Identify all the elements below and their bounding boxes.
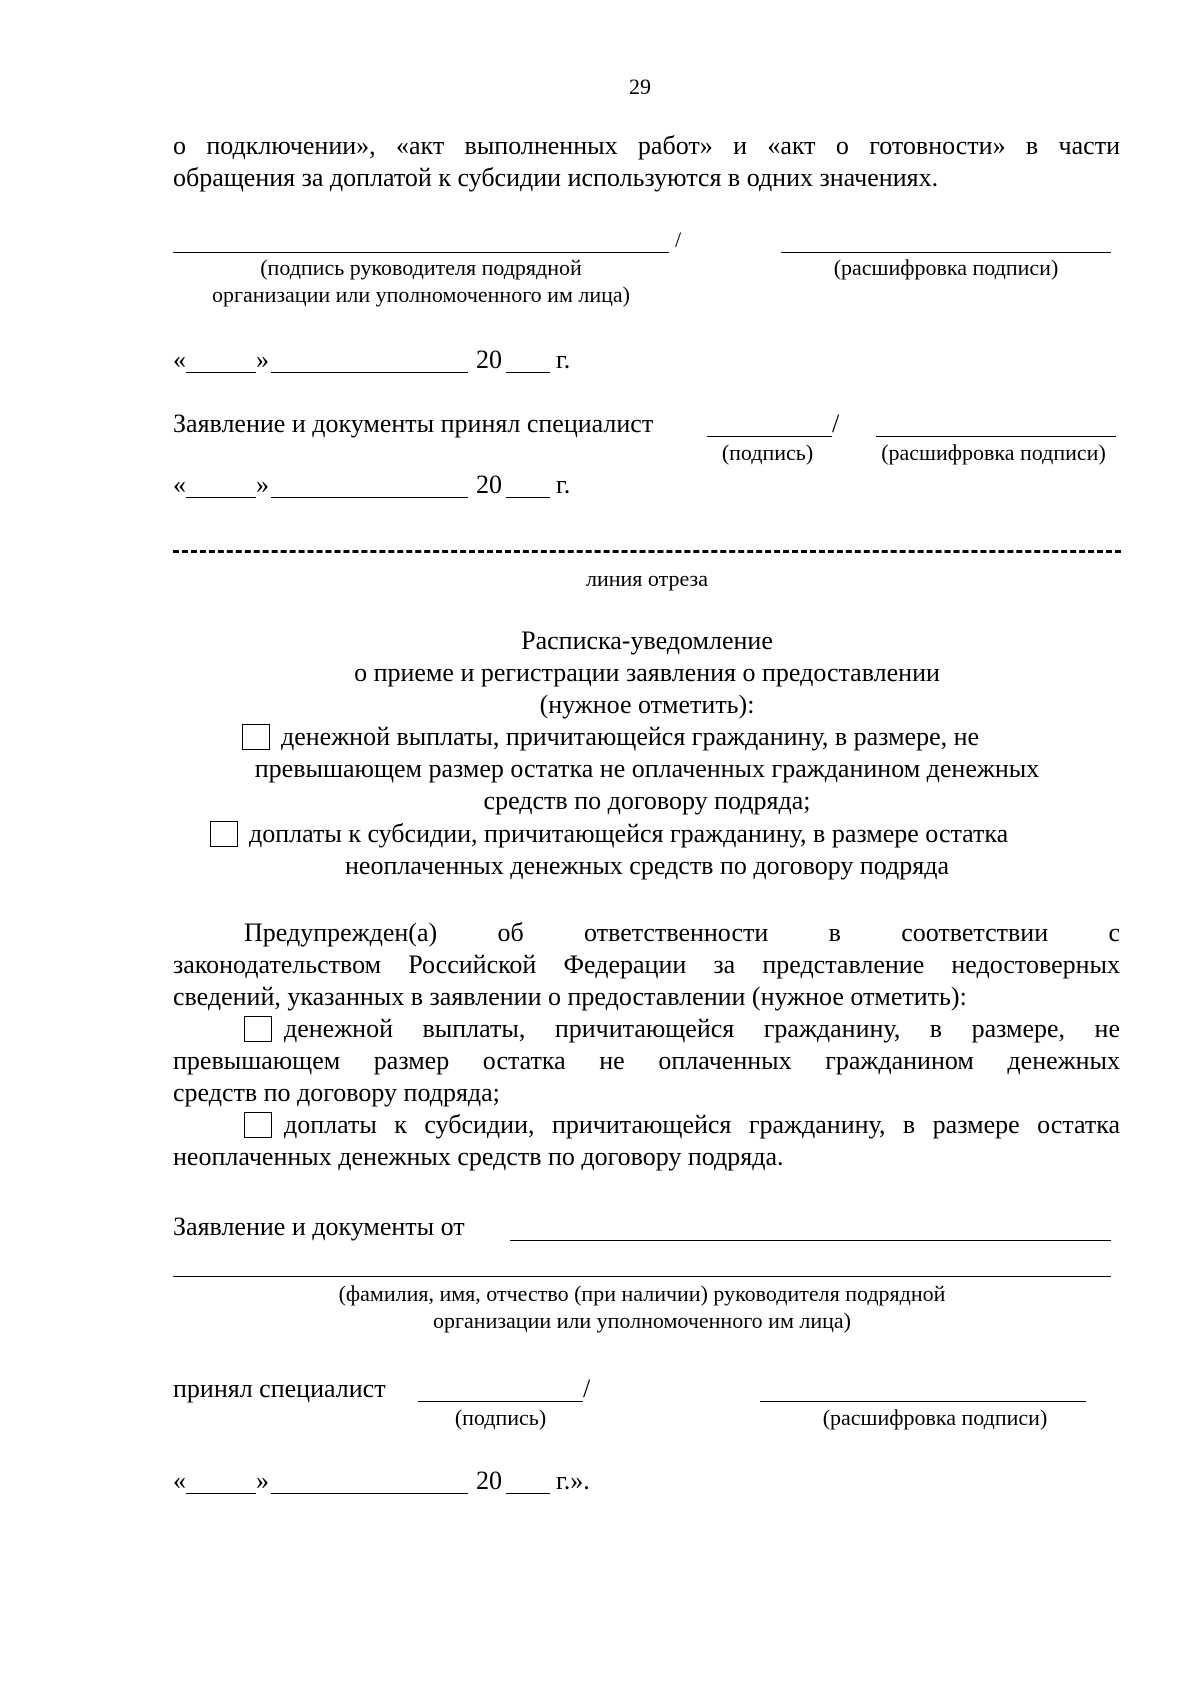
date-close-quote: » xyxy=(256,345,269,374)
page-number: 29 xyxy=(629,74,651,99)
receipt-option-1-line-3: средств по договору подряда; xyxy=(483,786,811,815)
receipt-option-2-line-1: доплаты к субсидии, причитающейся гражданину, в размере остатка xyxy=(249,819,1009,848)
signature-caption-left-1: (подпись руководителя подрядной xyxy=(260,255,582,280)
warning-option-1-line-3: средств по договору подряда; xyxy=(173,1078,500,1107)
accepted-specialist-2-text: принял специалист xyxy=(173,1374,386,1403)
date-month-blank xyxy=(271,497,468,498)
receipt-title: Расписка-уведомление xyxy=(521,626,773,655)
specialist-signature-line xyxy=(707,436,832,437)
date-day-blank xyxy=(186,497,256,498)
date-year-blank xyxy=(506,372,550,373)
receipt-option-1-checkbox[interactable] xyxy=(242,724,270,750)
date-day-blank xyxy=(186,1493,256,1494)
from-caption-1: (фамилия, имя, отчество (при наличии) руководителя подрядной xyxy=(338,1281,946,1306)
date-close-quote: » xyxy=(256,470,269,499)
date-open-quote: « xyxy=(173,470,186,499)
warning-option-1-line-2: превышающем размер остатка не оплаченных гражданином денежных xyxy=(173,1046,1120,1075)
date-year-prefix: 20 xyxy=(476,470,502,499)
specialist-slash: / xyxy=(832,409,840,438)
receipt-note: (нужное отметить): xyxy=(539,690,755,719)
intro-line-1: о подключении», «акт выполненных работ» и «акт о готовности» в части xyxy=(173,131,1120,160)
date-year-suffix: г.». xyxy=(556,1466,590,1495)
date-open-quote: « xyxy=(173,345,186,374)
signature-decode-line-1 xyxy=(781,252,1111,253)
date-day-blank xyxy=(186,372,256,373)
warning-line-2: законодательством Российской Федерации за представление недостоверных xyxy=(173,950,1120,979)
date-year-suffix: г. xyxy=(556,470,571,499)
warning-line-1: Предупрежден(а) об ответственности в соответствии с xyxy=(244,918,1120,947)
signature-caption-right-1: (расшифровка подписи) xyxy=(833,255,1059,280)
specialist-decode-line xyxy=(876,436,1116,437)
specialist-2-caption-sign: (подпись) xyxy=(454,1405,547,1430)
signature-slash-1: / xyxy=(675,227,682,252)
accepted-by-specialist-text: Заявление и документы принял специалист xyxy=(173,409,654,438)
specialist-caption-decode: (расшифровка подписи) xyxy=(881,440,1106,465)
warning-option-1-checkbox[interactable] xyxy=(244,1016,272,1042)
signature-line-1 xyxy=(173,252,669,253)
specialist-caption-sign: (подпись) xyxy=(721,440,814,465)
cut-line xyxy=(173,550,1121,553)
date-year-blank xyxy=(506,1493,550,1494)
receipt-option-2-line-2: неоплаченных денежных средств по договору подряда xyxy=(344,851,949,880)
specialist-2-caption-decode: (расшифровка подписи) xyxy=(822,1405,1048,1430)
date-open-quote: « xyxy=(173,1466,186,1495)
date-year-blank xyxy=(506,497,550,498)
cut-line-label: линия отреза xyxy=(586,566,708,591)
warning-option-1-line-1: денежной выплаты, причитающейся гражданину, в размере, не xyxy=(284,1014,1120,1043)
receipt-subtitle: о приеме и регистрации заявления о предоставлении xyxy=(354,658,940,687)
date-month-blank xyxy=(271,1493,468,1494)
intro-line-2: обращения за доплатой к субсидии используются в одних значениях. xyxy=(173,163,939,192)
receipt-option-1-line-2: превышающем размер остатка не оплаченных гражданином денежных xyxy=(254,754,1040,783)
from-name-line-2 xyxy=(173,1276,1111,1277)
warning-option-2-line-2: неоплаченных денежных средств по договору подряда. xyxy=(173,1142,784,1171)
receipt-option-2-checkbox[interactable] xyxy=(210,821,238,847)
date-year-suffix: г. xyxy=(556,345,571,374)
warning-option-2-checkbox[interactable] xyxy=(244,1112,272,1138)
date-close-quote: » xyxy=(256,1466,269,1495)
from-caption-2: организации или уполномоченного им лица) xyxy=(433,1308,851,1333)
warning-option-2-line-1: доплаты к субсидии, причитающейся гражданину, в размере остатка xyxy=(284,1110,1120,1139)
specialist-2-slash: / xyxy=(583,1374,591,1403)
specialist-2-signature-line xyxy=(418,1401,583,1402)
warning-line-3: сведений, указанных в заявлении о предоставлении (нужное отметить): xyxy=(173,982,967,1011)
date-year-prefix: 20 xyxy=(476,345,502,374)
from-name-line xyxy=(510,1240,1111,1241)
signature-caption-left-2: организации или уполномоченного им лица) xyxy=(212,282,630,307)
specialist-2-decode-line xyxy=(760,1401,1086,1402)
receipt-option-1-line-1: денежной выплаты, причитающейся гражданину, в размере, не xyxy=(281,722,980,751)
from-text: Заявление и документы от xyxy=(173,1212,465,1241)
date-year-prefix: 20 xyxy=(476,1466,502,1495)
date-month-blank xyxy=(271,372,468,373)
